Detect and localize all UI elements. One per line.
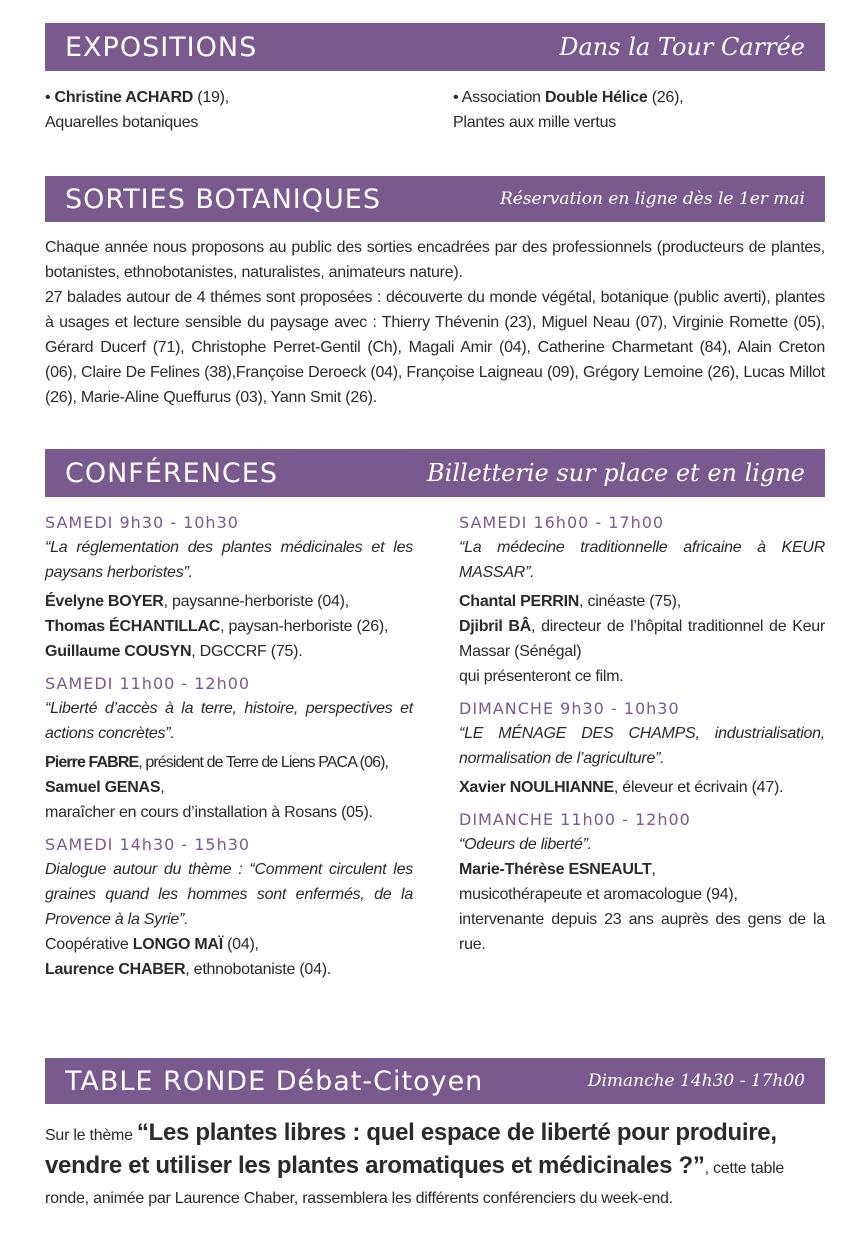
session-title: “LE MÉNAGE DES CHAMPS, industrialisation, normalisation de l’agriculture”. (459, 725, 825, 767)
session-time: DIMANCHE 9h30 - 10h30 (459, 699, 680, 718)
session-speakers: Pierre FABRE, président de Terre de Liens PACA (06), Samuel GENAS, maraîcher en cours d’installation à Rosans (05). (45, 754, 389, 821)
exhibitor-name: Christine ACHARD (54, 89, 194, 106)
exposition-item: • Association Double Hélice (26), Plantes aux mille vertus (453, 85, 825, 135)
session-time: DIMANCHE 11h00 - 12h00 (459, 810, 691, 829)
sorties-title: SORTIES BOTANIQUES (65, 183, 381, 215)
expositions-location: Dans la Tour Carrée (559, 33, 805, 61)
table-ronde-intro: Sur le thème (45, 1127, 137, 1144)
sorties-paragraph-2: 27 balades autour de 4 thémes sont proposées : découverte du monde végétal, botanique (public averti), plantes à usages et lecture sensible du paysage avec : Thierry Thévenin (23), Miguel Neau (07), Virginie Romette (05), Gérard Ducerf (71), Christophe Perret-Gentil (Ch), Magali Amir (04), Catherine Charmetant (84), Alain Creton (06), Claire De Felines (38),Françoise Deroeck (04), Françoise Laigneau (09), Grégory Lemoine (26), Lucas Millot (26), Marie-Aline Queffurus (03), Yann Smit (26). (45, 289, 825, 406)
session-speakers: Évelyne BOYER, paysanne-herboriste (04), Thomas ÉCHANTILLAC, paysan-herboriste (26), Guillaume COUSYN, DGCCRF (75). (45, 593, 389, 660)
session-title: “Liberté d’accès à la terre, histoire, perspectives et actions concrètes”. (45, 700, 413, 742)
sorties-header (45, 176, 825, 222)
sorties-reservation-note: Réservation en ligne dès le 1er mai (499, 189, 805, 209)
conferences-right-column (459, 511, 825, 965)
exhibition-description: Plantes aux mille vertus (453, 114, 616, 131)
exhibitor-name: Double Hélice (544, 89, 648, 106)
conferences-header (45, 449, 825, 497)
session-time: SAMEDI 14h30 - 15h30 (45, 835, 251, 854)
conferences-left-column (45, 511, 413, 990)
conference-session (45, 511, 413, 664)
session-title: “La réglementation des plantes médicinales et les paysans herboristes”. (45, 539, 413, 581)
sorties-paragraph-1: Chaque année nous proposons au public des sorties encadrées par des professionnels (producteurs de plantes, botanistes, ethnobotanistes, naturalistes, animateurs nature). (45, 239, 825, 281)
conference-session (459, 511, 825, 689)
session-time: SAMEDI 11h00 - 12h00 (45, 674, 251, 693)
conference-session (459, 808, 825, 957)
conference-session (45, 833, 413, 982)
session-speakers: Marie-Thérèse ESNEAULT, musicothérapeute et aromacologue (94), intervenante depuis 23 ans auprès des gens de la rue. (459, 861, 825, 953)
session-title: Dialogue autour du thème : “Comment circulent les graines quand les hommes sont enfermés, de la Provence à la Syrie”. (45, 861, 413, 928)
session-title: “Odeurs de liberté”. (459, 836, 592, 853)
conferences-title: CONFÉRENCES (65, 457, 278, 489)
session-time: SAMEDI 9h30 - 10h30 (45, 513, 239, 532)
table-ronde-theme: “Les plantes libres : quel espace de liberté pour produire, vendre et utiliser les plantes aromatiques et médicinales ?” (45, 1119, 777, 1179)
expositions-title: EXPOSITIONS (65, 31, 258, 63)
sorties-text (45, 235, 825, 410)
session-time: SAMEDI 16h00 - 17h00 (459, 513, 665, 532)
conference-session (45, 672, 413, 825)
exposition-item: • Christine ACHARD (19), Aquarelles botaniques (45, 85, 425, 135)
expositions-header (45, 23, 825, 71)
table-ronde-title: TABLE RONDE Débat-Citoyen (65, 1065, 484, 1097)
session-speakers: Coopérative LONGO MAÏ (04), Laurence CHABER, ethnobotaniste (04). (45, 936, 331, 978)
session-speakers: Chantal PERRIN, cinéaste (75), Djibril BÂ, directeur de l’hôpital traditionnel de Keur Massar (Sénégal) qui présenteront ce film. (459, 593, 825, 685)
conference-session (459, 697, 825, 800)
conferences-ticketing-note: Billetterie sur place et en ligne (427, 459, 805, 487)
table-ronde-text (45, 1118, 825, 1214)
session-title: “La médecine traditionnelle africaine à KEUR MASSAR”. (459, 539, 825, 581)
exhibition-description: Aquarelles botaniques (45, 114, 199, 131)
session-speakers: Xavier NOULHIANNE, éleveur et écrivain (47). (459, 779, 784, 796)
table-ronde-header (45, 1058, 825, 1104)
table-ronde-time: Dimanche 14h30 - 17h00 (587, 1071, 805, 1091)
table-ronde-outro: , cette table ronde, animée par Laurence Chaber, rassemblera les différents conférenciers du week-end. (45, 1160, 785, 1207)
